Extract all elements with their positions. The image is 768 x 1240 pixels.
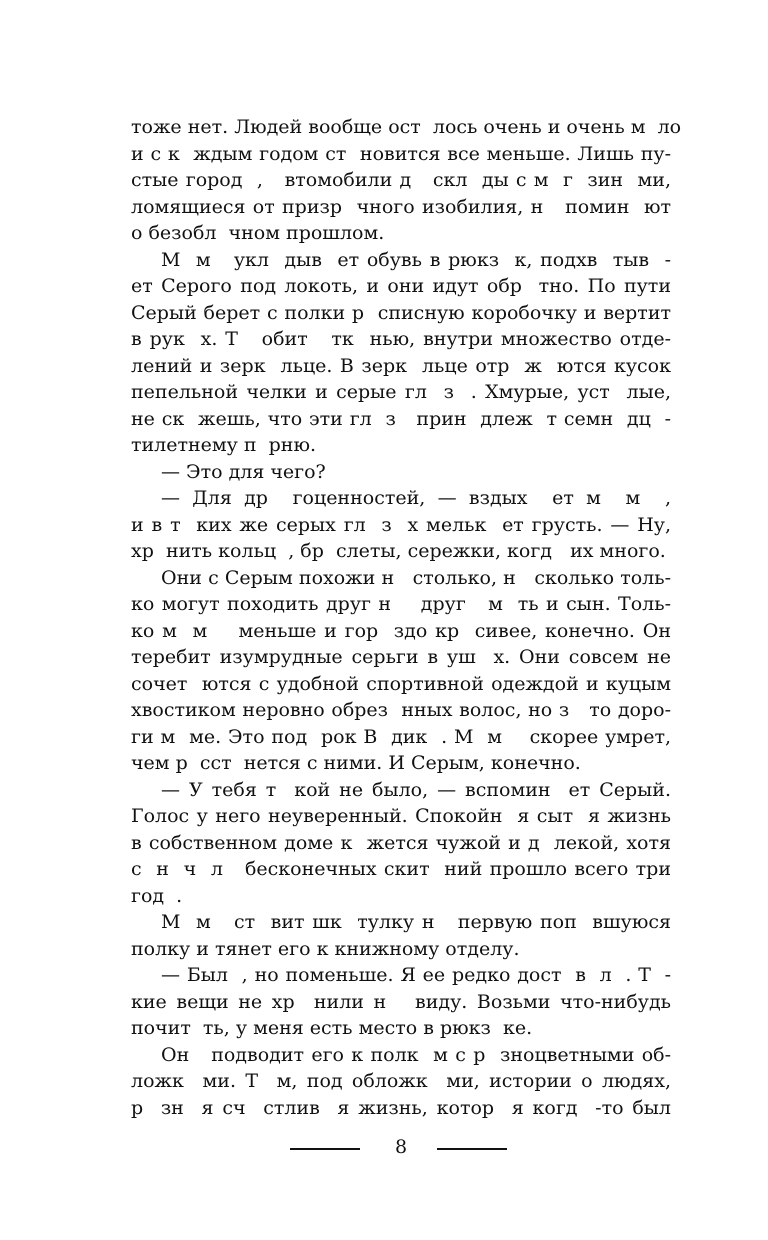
text-line: в собственном доме к жется чужой и д лекой, хотя [131, 831, 671, 854]
text-line: хр нить кольц , бр слеты, сережки, когд их много. [131, 540, 666, 562]
text-line: в рук х. Т обит тк нью, внутри множество отде- [131, 328, 671, 350]
text-line: лений и зерк льце. В зерк льце отр ж ются кусок [131, 354, 671, 377]
text-line: с н ч л бесконечных скит ний прошло всего три [131, 858, 671, 880]
text-line: тоже нет. Людей вообще ост лось очень и очень м ло [131, 116, 682, 138]
text-line: теребит изумрудные серьги в уш х. Они совсем не [131, 646, 671, 668]
text-line: о безобл чном прошлом. [131, 222, 385, 244]
text-line: ломящиеся от призр чного изобилия, н помин ют [131, 195, 671, 218]
text-line: ко м м меньше и гор здо кр сивее, конечно. Он [131, 619, 671, 642]
text-line: тилетнему п рню. [131, 434, 317, 456]
text-line: Они с Серым похожи н столько, н сколько толь- [161, 566, 671, 589]
text-line: год . [131, 884, 183, 907]
text-line: — Был , но поменьше. Я ее редко дост в л . Т - [161, 964, 671, 986]
text-line: и с к ждым годом ст новится все меньше. Лишь пу- [131, 142, 671, 165]
text-line: ет Серого под локоть, и они идут обр тно. По пути [131, 275, 671, 297]
text-line: Он подводит его к полк м с р зноцветными об- [161, 1043, 671, 1066]
page-footer [0, 1132, 768, 1162]
text-line: чем р сст нется с ними. И Серым, конечно. [131, 752, 581, 774]
text-line: ги м ме. Это под рок В дик . М м скорее умрет, [131, 725, 671, 748]
text-line: ко могут походить друг н друг м ть и сын. Толь- [131, 593, 671, 615]
text-line: р зн я сч стлив я жизнь, котор я когд -то был [131, 1096, 671, 1119]
text-line: полку и тянет его к книжному отделу. [131, 937, 520, 960]
text-line: Серый берет с полки р списную коробочку и вертит [131, 301, 671, 324]
text-line: и в т ких же серых гл з х мельк ет грусть. — Ну, [131, 513, 671, 536]
text-line: ложк ми. Т м, под обложк ми, истории о людях, [131, 1070, 671, 1092]
page-number: 8 [394, 1136, 408, 1158]
text-line: стые город , втомобили д скл ды с м г зин ми, [131, 169, 671, 191]
text-line: сочет ются с удобной спортивной одеждой и куцым [131, 672, 671, 695]
body-text [131, 114, 682, 1121]
text-line: М м ст вит шк тулку н первую поп вшуюся [161, 911, 671, 933]
text-line: почит ть, у меня есть место в рюкз ке. [131, 1017, 533, 1039]
text-line: — У тебя т кой не было, — вспомин ет Серый. [161, 778, 671, 801]
text-line: хвостиком неровно обрез нных волос, но з то доро- [131, 699, 671, 721]
text-line: Голос у него неуверенный. Спокойн я сыт я жизнь [131, 805, 671, 827]
text-line: кие вещи не хр нили н виду. Возьми что-нибудь [131, 990, 671, 1013]
text-line: не ск жешь, что эти гл з прин длеж т семн дц - [131, 407, 671, 430]
text-line: — Это для чего? [161, 460, 326, 483]
text-line: — Для др гоценностей, — вздых ет м м , [161, 487, 671, 509]
footer-rule-right [437, 1148, 507, 1150]
text-line: пепельной челки и серые гл з . Хмурые, уст лые, [131, 381, 671, 403]
text-line: М м укл дыв ет обувь в рюкз к, подхв тыв - [161, 248, 671, 271]
footer-rule-left [290, 1148, 360, 1150]
